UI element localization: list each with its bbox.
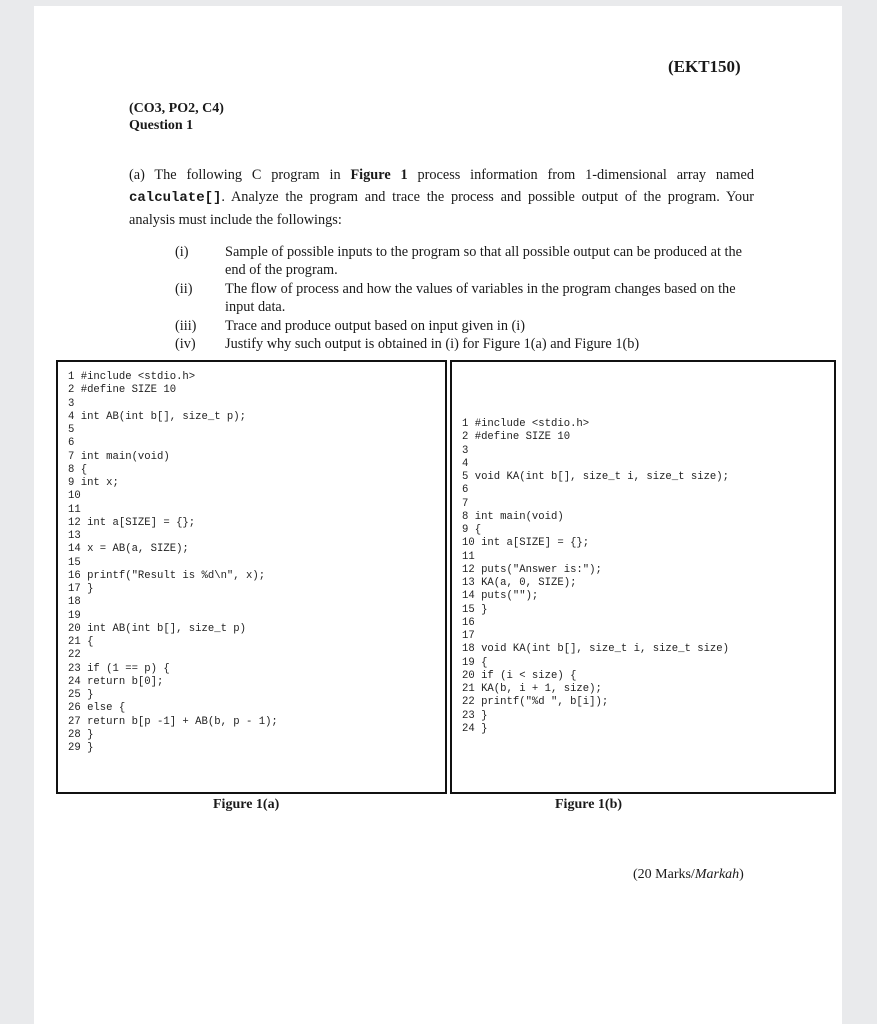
marks-text: (20 Marks/: [633, 867, 695, 882]
figure-1b-code: 1 #include <stdio.h> 2 #define SIZE 10 3 4 5 void KA(int b[], size_t i, size_t size); 6 7 8 int main(void) 9 { 10 int a[SIZE] = {}; 11 12 puts("Answer is:"); 13 KA(a, 0, SIZE); 14 puts(""); 15 } 16 17 18 void KA(int b[], size_t i, size_t size) 19 { 20 if (i < size) { 21 KA(b, i + 1, size); 22 printf("%d ", b[i]); 23 } 24 }: [462, 418, 730, 735]
figure-1b-code-box: [450, 360, 836, 794]
marks-close: ): [739, 867, 744, 882]
marks-italic: Markah: [694, 867, 740, 882]
array-name: calculate[]: [129, 190, 222, 206]
question-title: Question 1: [129, 118, 194, 133]
requirement-text: Justify why such output is obtained in (i) for Figure 1(a) and Figure 1(b): [225, 336, 640, 352]
requirement-text: Trace and produce output based on input given in (i): [225, 318, 526, 334]
figure-1a-code-box: [56, 360, 447, 794]
intro-rest: . Analyze the program and trace the process and possible output of the program. Your analysis must include the followings:: [129, 189, 754, 228]
marks-label: [633, 867, 744, 883]
question-intro: [129, 164, 754, 231]
requirement-number: (ii): [175, 281, 193, 297]
intro-text: process information from 1-dimensional array named: [417, 167, 755, 183]
requirement-number: (iv): [175, 336, 196, 352]
figure-1b-caption: Figure 1(b): [555, 797, 623, 812]
figure-1a-code: 1 #include <stdio.h> 2 #define SIZE 10 3 4 int AB(int b[], size_t p); 5 6 7 int main(void) 8 { 9 int x; 10 11 12 int a[SIZE] = {}; 13 14 x = AB(a, SIZE); 15 16 printf("Result is %d\n", x); 17 } 18 19 20 int AB(int b[], size_t p) 21 { 22 23 if (1 == p) { 24 return b[0]; 25 } 26 else { 27 return b[p -1] + AB(b, p - 1); 28 } 29 }: [68, 371, 278, 754]
requirement-text: Sample of possible inputs to the program so that all possible output can be produced at the end of the program.: [225, 244, 742, 278]
course-outcome-line: (CO3, PO2, C4): [129, 101, 224, 116]
requirement-text: The flow of process and how the values of variables in the program changes based on the input data.: [225, 281, 736, 315]
requirement-number: (i): [175, 244, 189, 260]
intro-part-label: (a) The following C program in: [129, 167, 341, 183]
requirement-number: (iii): [175, 318, 197, 334]
course-code: (EKT150): [668, 57, 741, 76]
figure-1a-caption: Figure 1(a): [213, 797, 280, 812]
figure-reference: Figure 1: [350, 167, 408, 183]
